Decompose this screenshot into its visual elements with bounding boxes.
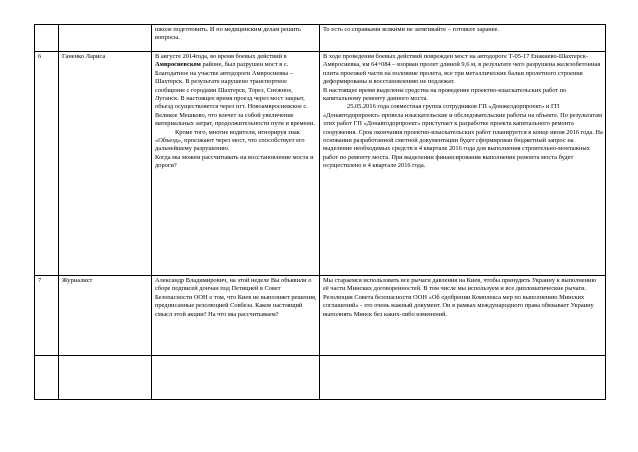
empty-cell xyxy=(59,356,152,400)
question-cell: Александр Владимирович, на этой неделе Вы объявили о сборе подписей дончан под Петицией в Совет Безопасности ООН о том, что Киев не выполняет решения, предписанные резолюцией Совбеза. Каков настоящий смысл этой акции? На что мы рассчитываем? xyxy=(152,276,320,356)
table-row xyxy=(35,25,606,52)
answer-cell xyxy=(320,52,606,276)
row-number-cell: 7 xyxy=(35,276,59,356)
author-name-cell: Журналист xyxy=(59,276,152,356)
question-cell xyxy=(152,52,320,276)
author-name-cell xyxy=(59,25,152,52)
empty-cell xyxy=(152,356,320,400)
table-row xyxy=(35,276,606,356)
answer-paragraph: В настоящее время выделены средства на проведение проектно-изыскательских работ по капитальному ремонту данного моста. xyxy=(323,86,567,103)
question-paragraph: Кроме того, многие водители, игнорируя знак «Объезд», проезжают через мост, что способствует его дальнейшему разрушению. xyxy=(155,128,305,153)
qa-table xyxy=(34,24,606,400)
author-name-cell: Ганенко Лариса xyxy=(59,52,152,276)
question-text: В августе 2014года, во время боевых действий в xyxy=(155,53,287,60)
answer-cell: Мы стараемся использовать все рычаги давления на Киев, чтобы принудить Украину к выполнению её части Минских договоренностей. В том числе мы используем и все дипломатические рычаги. Резолюция Совета безопасности ООН «Об одобрении Комплекса мер по выполнению Минских соглашений» - это очень важный документ. Он в рамках международного права обязывает Украину выполнять Минск без каких-либо изменений. xyxy=(320,276,606,356)
document-page xyxy=(34,24,605,400)
question-text: районе, был разрушен мост в с. Благодатное на участке автодороги Амвросиевка – Шахтерск. В результате нарушено транспортное сообщение с городами Шахтерск, Торез, Снежное, Луганск. В настоящее время проезд через мост закрыт, объезд осуществляется через пгт. Новоамвросиевское с. Великое Мешково, что влечет за собой увеличение материальных затрат, продолжительности пути и времени. xyxy=(155,61,315,128)
question-paragraph: Когда мы можем рассчитывать на восстановление моста и дороги? xyxy=(155,153,314,170)
empty-cell xyxy=(35,356,59,400)
table-row xyxy=(35,356,606,400)
row-number-cell xyxy=(35,25,59,52)
question-cell: школе подготовить. И по медицинским делам решить вопросы. xyxy=(152,25,320,52)
row-number-cell: 6 xyxy=(35,52,59,276)
answer-cell: То есть со справками всякими не затягивайте – готовьте заранее. xyxy=(320,25,606,52)
answer-paragraph: В ходе проведения боевых действий поврежден мост на автодороге Т-05-17 Енакиево-Шахтерск-Амвросиевка, км 64+084 – взорван пролет длиной 9,6 м, в результате чего разрушена железобетонная плита проезжей части на половине пролета, все три металлические балки пролетного строения деформированы и восстановлению не подлежат. xyxy=(323,53,601,86)
empty-cell xyxy=(320,356,606,400)
table-row xyxy=(35,52,606,276)
answer-paragraph: 25.05.2016 года совместная группа сотрудников ГП «Донжелдорпроект» и ГП «Донавтодорпроект» провела изыскательские и обследовательские работы на объекте. По результатам этих работ ГП «Донавтодорпроект» приступает к разработке проекта капитального ремонта сооружения. Срок окончания проектно-изыскательских работ планируется в конце июня 2016 года. На основании разработанной сметной документации будет сформирован бюджетный запрос на выделение необходимых средств в 4 квартале 2016 года для выполнения строительно-монтажных работ по ремонту моста. При выделении финансирования выполнение ремонта моста будет осуществлено в 4 квартале 2016 года. xyxy=(323,103,603,170)
question-bold-text: Амвросиевском xyxy=(155,61,201,69)
